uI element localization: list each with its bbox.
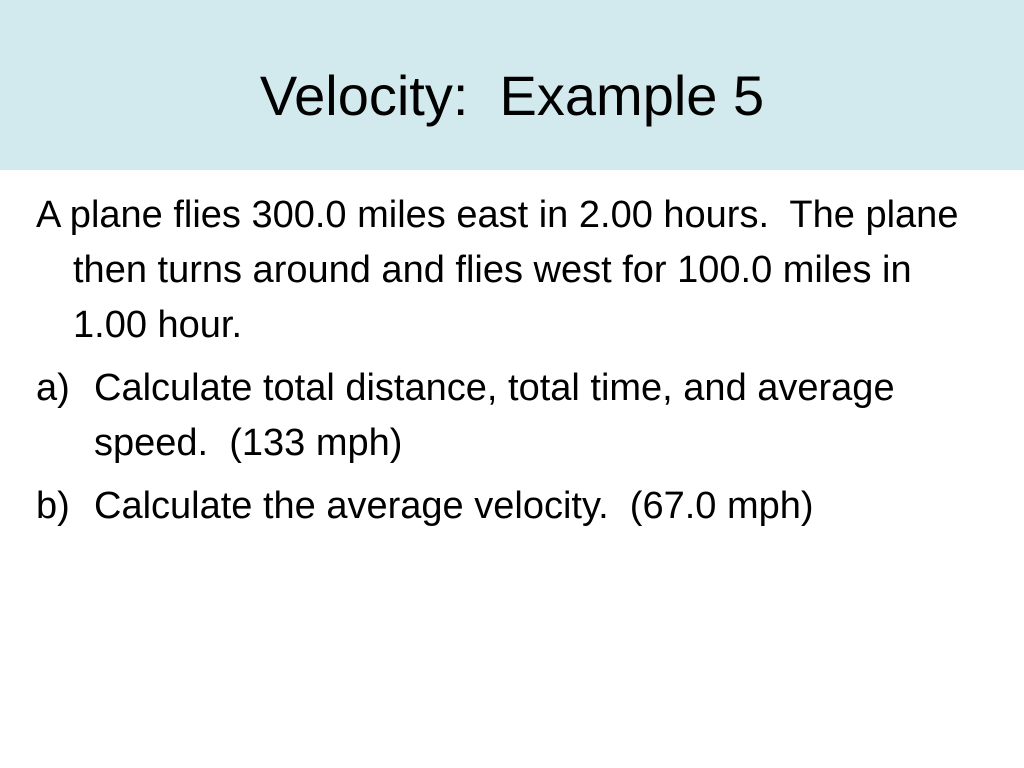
item-text: Calculate the average velocity. (67.0 mph)	[94, 485, 814, 527]
question-item-a	[36, 361, 996, 471]
question-item-b	[36, 479, 996, 534]
item-marker: a)	[36, 367, 70, 409]
slide-title: Velocity: Example 5	[259, 64, 765, 127]
slide-body	[36, 188, 996, 542]
item-marker: b)	[36, 485, 70, 527]
item-text: Calculate total distance, total time, and average speed. (133 mph)	[94, 367, 906, 464]
problem-statement: A plane flies 300.0 miles east in 2.00 hours. The plane then turns around and flies west for 100.0 miles in 1.00 hour.	[36, 194, 970, 346]
